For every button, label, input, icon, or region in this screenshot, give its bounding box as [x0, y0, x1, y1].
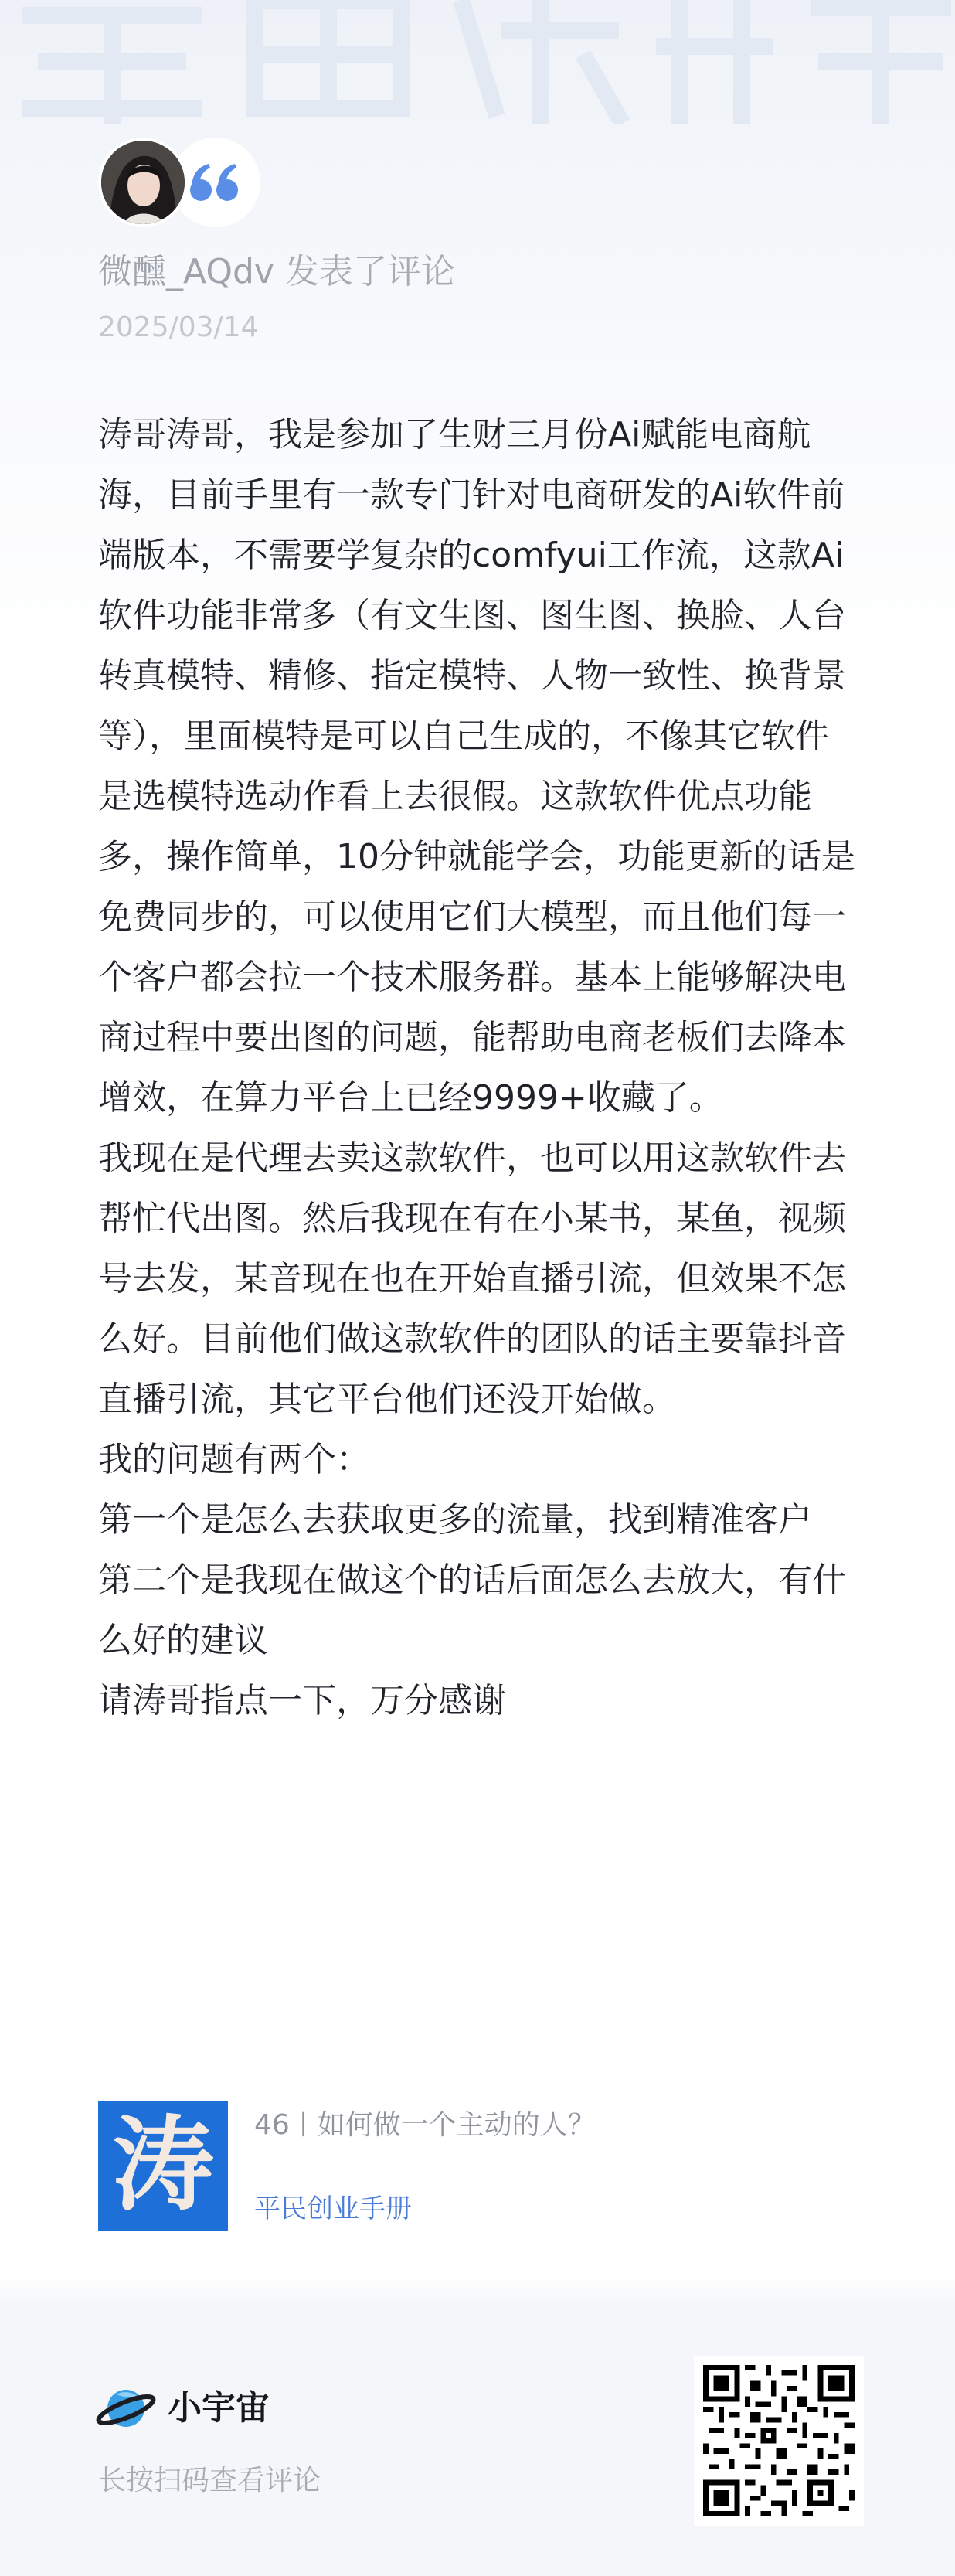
comment-headline — [98, 249, 871, 295]
comment-paragraph: 请涛哥指点一下，万分感谢 — [98, 1681, 506, 1720]
podcast-name[interactable]: 平民创业手册 — [254, 2193, 412, 2224]
brand-logo — [95, 2382, 270, 2435]
scan-tip: 长按扫码查看评论 — [98, 2465, 321, 2496]
qr-code[interactable] — [694, 2356, 864, 2526]
comment-date: 2025/03/14 — [98, 311, 259, 343]
comment-paragraph: 我的问题有两个： — [98, 1440, 370, 1479]
comment-paragraph: 涛哥涛哥，我是参加了生财三月份Ai赋能电商航海，目前手里有一款专门针对电商研发的Ai软件前端版本，不需要学复杂的comfyui工作流，这款Ai软件功能非常多（有文生图、图生图、换脸、人台转真模特、精修、指定模特、人物一致性、换背景等），里面模特是可以自己生成的，不像其它软件是选模特选动作看上去很假。这款软件优点功能多，操作简单，10分钟就能学会，功能更新的话是免费同步的，可以使用它们大模型，而且他们每一个客户都会拉一个技术服务群。基本上能够解决电商过程中要出图的问题，能帮助电商老板们去降本增效，在算力平台上已经9999+收藏了。 — [98, 415, 855, 1118]
username[interactable]: 微醺_AQdv — [98, 252, 274, 291]
comment-paragraph: 第二个是我现在做这个的话后面怎么去放大，有什么好的建议 — [98, 1560, 846, 1660]
background-watermark — [0, 0, 955, 124]
comment-action: 发表了评论 — [274, 252, 455, 291]
quote-icon — [189, 161, 243, 204]
episode-cover-char: 涛 — [112, 2105, 214, 2225]
episode-card[interactable] — [98, 2101, 855, 2231]
footer — [0, 2300, 955, 2576]
avatar-row — [98, 138, 871, 229]
brand-name: 小宇宙 — [168, 2388, 270, 2428]
avatar-illustration — [101, 141, 185, 224]
user-avatar[interactable] — [98, 138, 188, 227]
watermark-shapes — [0, 0, 955, 124]
qr-code-pattern — [703, 2365, 855, 2516]
episode-title[interactable]: 46丨如何做一个主动的人？ — [254, 2109, 596, 2141]
planet-icon — [95, 2382, 157, 2435]
comment-header — [98, 138, 871, 345]
episode-cover — [98, 2101, 228, 2231]
comment-paragraph: 我现在是代理去卖这款软件，也可以用这款软件去帮忙代出图。然后我现在有在小某书，某鱼，视频号去发，某音现在也在开始直播引流，但效果不怎么好。目前他们做这款软件的团队的话主要靠抖音直播引流，其它平台他们还没开始做。 — [98, 1138, 846, 1419]
comment-paragraph: 第一个是怎么去获取更多的流量，找到精准客户 — [98, 1500, 812, 1540]
comment-body — [98, 405, 855, 1731]
